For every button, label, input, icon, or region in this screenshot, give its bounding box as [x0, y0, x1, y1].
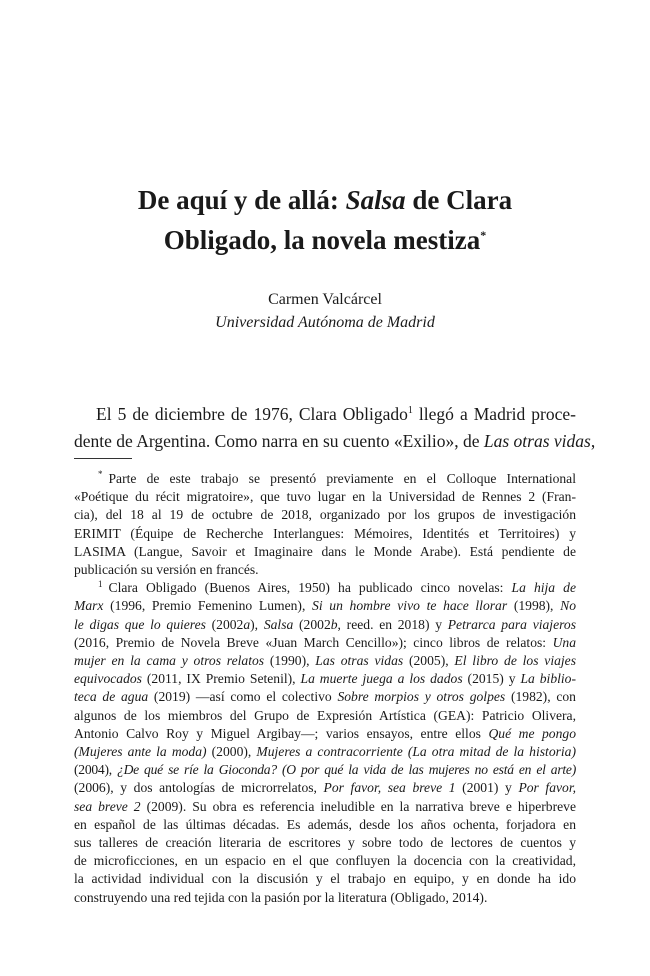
title-text: de Clara: [405, 185, 513, 215]
footnote-italic: El libro de los viajes: [454, 653, 577, 669]
footnote-marker: *: [98, 469, 103, 480]
body-italic-text: Las otras vidas: [483, 431, 591, 451]
title-italic-text: Salsa: [345, 185, 406, 215]
footnote-text: Antonio Calvo Roy y Miguel Argibay—; varios ensayos, entre ellos: [74, 725, 489, 741]
footnote-italic: le digas que lo quieres: [74, 616, 206, 632]
body-line: [74, 428, 596, 455]
footnote-text: (2001) y: [455, 780, 519, 796]
footnote-italic: Sobre morpios y otros golpes: [337, 689, 506, 705]
body-text: El 5 de diciembre de 1976, Clara Obligado: [96, 404, 408, 424]
footnote-line: [74, 652, 576, 670]
footnote-italic: Salsa: [263, 616, 294, 632]
footnote-text: (1996, Premio Femenino Lumen),: [103, 598, 313, 614]
footnote-line: en español de las últimas décadas. Es además, desde los años ochenta, forjadora en: [74, 816, 576, 832]
footnote-star: [74, 470, 576, 579]
footnote-line: [74, 761, 576, 779]
footnote-text: (2015) y: [462, 671, 521, 687]
footnote-line: publicación su versión en francés.: [74, 562, 259, 578]
footnote-italic: Mujeres a contracorriente (La otra mitad de la historia): [256, 744, 577, 760]
footnote-italic: La muerte juega a los dados: [300, 671, 463, 687]
footnote-text: (2019) —así como el colectivo: [148, 689, 338, 705]
footnote-italic: Por favor, sea breve 1: [323, 780, 456, 796]
footnote-italic: a: [243, 616, 251, 632]
footnote-italic: mujer en la cama y otros relatos: [74, 653, 265, 669]
footnote-line: [74, 725, 576, 743]
footnote-text: (2004),: [74, 762, 118, 778]
title-line-1: [0, 180, 650, 220]
footnote-text: , reed. en 2018) y: [337, 616, 448, 632]
footnote-italic: No: [560, 598, 577, 614]
title-text: De aquí y de allá:: [137, 185, 346, 215]
footnote-line: ERIMIT (Équipe de Recherche Interlangues: Mémoires, Identités et Territoires) y: [74, 525, 576, 541]
footnote-line: algunos de los miembros del Grupo de Expresión Artística (GEA): Patricio Olivera,: [74, 707, 576, 723]
footnote-line: [74, 616, 576, 634]
footnote-text: (2002: [205, 616, 244, 632]
footnote-line: cia), del 18 al 19 de octubre de 2018, organizado por los grupos de investigación: [74, 507, 576, 523]
footnote-text: (1982), con: [505, 689, 576, 705]
footnote-text: (1998),: [507, 598, 561, 614]
footnote-italic: Petrarca para viajeros: [447, 616, 576, 632]
author-affiliation: Universidad Autónoma de Madrid: [215, 314, 435, 331]
article-title: [0, 180, 650, 260]
author-name: Carmen Valcárcel: [268, 291, 382, 308]
title-footnote-marker: *: [480, 228, 487, 242]
footnote-text: (2006), y dos antologías de microrrelatos,: [74, 780, 324, 796]
footnote-italic: Si un hombre vivo te hace llorar: [312, 598, 508, 614]
footnote-ref-1[interactable]: 1: [407, 405, 413, 417]
footnote-line: [74, 743, 576, 761]
footnote-italic: sea breve 2: [74, 798, 141, 814]
footnote-italic: Una: [552, 634, 576, 650]
body-paragraph: [74, 401, 596, 455]
footnote-italic: equivocados: [74, 671, 142, 687]
footnote-text: (1990),: [264, 653, 316, 669]
footnote-1: [74, 579, 576, 907]
footnote-italic: teca de agua: [74, 689, 149, 705]
body-text: llegó a Madrid proce-: [412, 404, 576, 424]
footnote-line: [74, 597, 576, 615]
footnote-text: (2016, Premio de Novela Breve «Juan March Cencillo»); cinco libros de relatos:: [74, 634, 553, 650]
footnotes: [74, 470, 576, 907]
footnote-text: (2009). Su obra es referencia ineludible en la narrativa breve e hiperbreve: [140, 798, 576, 814]
footnote-italic: (Mujeres ante la moda): [74, 744, 207, 760]
footnote-line: la actividad individual con la discusión y el trabajo en equipo, y en donde ha ido: [74, 871, 576, 887]
footnote-italic: b: [330, 616, 338, 632]
footnote-line: construyendo una red tejida con la pasión por la literatura (Obligado, 2014).: [74, 889, 488, 905]
footnote-text: (2000),: [206, 744, 257, 760]
footnote-italic: La hija de: [511, 580, 577, 596]
footnote-text: Clara Obligado (Buenos Aires, 1950) ha publicado cinco novelas:: [108, 580, 512, 596]
footnote-text: (2011, IX Premio Setenil),: [141, 671, 301, 687]
footnote-line: [74, 688, 576, 706]
footnote-marker: 1: [98, 578, 103, 589]
footnote-text: (2005),: [403, 653, 455, 669]
footnote-line: de microficciones, en un espacio en el que confluyen la docencia con la creatividad,: [74, 853, 576, 869]
footnote-line: [74, 579, 576, 597]
footnote-line: [74, 670, 576, 688]
footnote-italic: Las otras vidas: [315, 653, 404, 669]
footnote-line: [74, 779, 576, 797]
footnote-text: ),: [250, 616, 264, 632]
footnote-text: Parte de este trabajo se presentó previamente en el Colloque International: [108, 471, 576, 486]
footnote-line: [74, 634, 576, 652]
footnote-italic: Qué me pongo: [488, 725, 576, 741]
footnote-line: «Poétique du récit migratoire», que tuvo lugar en la Universidad de Rennes 2 (Fran-: [74, 489, 576, 505]
title-line-2: [0, 220, 650, 260]
footnote-italic: ¿De qué se ríe la Gioconda? (O por qué la vida de las mujeres no está en el arte): [117, 762, 576, 778]
footnote-italic: Marx: [74, 598, 104, 614]
footnote-italic: Por favor,: [518, 780, 577, 796]
footnote-line: LASIMA (Langue, Savoir et Imaginaire dans le Monde Arabe). Está pendiente de: [74, 543, 576, 559]
footnote-italic: La biblio-: [520, 671, 577, 687]
body-text: dente de Argentina. Como narra en su cuento «Exilio», de: [74, 431, 484, 451]
footnote-line: sus talleres de creación literaria de escritores y sobre todo de lectores de cuentos y: [74, 835, 576, 851]
body-line: [74, 401, 576, 428]
footnote-line: [74, 798, 576, 816]
footnote-line: [74, 470, 576, 488]
footnote-separator: [74, 458, 132, 459]
footnote-text: (2002: [293, 616, 331, 632]
title-text: Obligado, la novela mestiza: [163, 225, 481, 255]
body-text: ,: [590, 431, 596, 451]
